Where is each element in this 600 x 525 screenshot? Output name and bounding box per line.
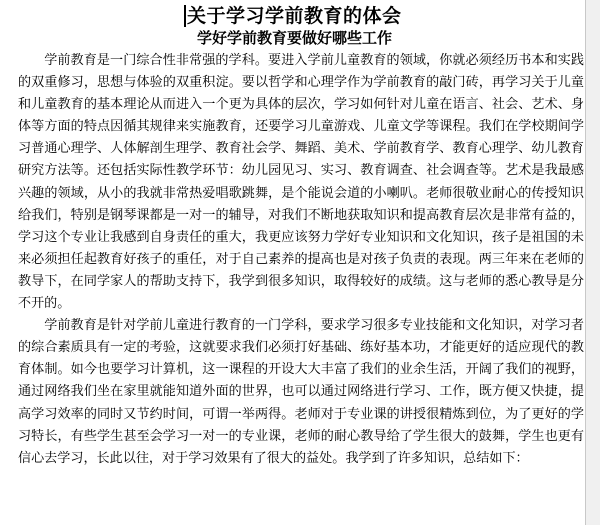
- document-body[interactable]: [18, 50, 584, 470]
- text-cursor: [184, 5, 186, 27]
- paragraph-1[interactable]: 学前教育是一门综合性非常强的学科。要进入学前儿童教育的领域，你就必须经历书本和实践的双重修习，思想与体验的双重积淀。要以哲学和心理学作为学前教育的敲门砖，再学习关于儿童和儿童教育的基本理论从而进入一个更为具体的层次，学习如何针对儿童在语言、社会、艺术、身体等方面的特点因循其规律来实施教育，还要学习儿童游戏、儿童文学等课程。我们在学校期间学习普通心理学、人体解剖生理学、教育社会学、舞蹈、美术、学前教育学、教育心理学、幼儿教育研究方法等。还包括实际性教学环节：幼儿园见习、实习、教育调查、社会调查等。艺术是我最感兴趣的领域，从小的我就非常热爱唱歌跳舞，是个能说会道的小喇叭。老师很敬业耐心的传授知识给我们，特别是钢琴课都是一对一的辅导，对我们不断地获取知识和提高教育层次是非常有益的，学习这个专业让我感到自身责任的重大，我更应该努力学好专业知识和文化知识，孩子是祖国的未来必须担任起教育好孩子的重任，对于自己素养的提高也是对孩子负责的表现。两三年来在老师的教导下，在同学家人的帮助支持下，我学到很多知识，取得较好的成绩。这与老师的悉心教导是分不开的。: [18, 53, 584, 312]
- paragraph-2[interactable]: 学前教育是针对学前儿童进行教育的一门学科，要求学习很多专业技能和文化知识，对学习者的综合素质具有一定的考验，这就要求我们必须打好基础、练好基本功，才能更好的适应现代的教育体制。如今也要学习计算机，这一课程的开设大大丰富了我们的业余生活，开阔了我们的视野，通过网络我们坐在家里就能知道外面的世界，也可以通过网络进行学习、工作，既方便又快捷，提高学习效率的同时又节约时间，可谓一举两得。老师对于专业课的讲授很精炼到位，为了更好的学习特长，有些学生甚至会学习一对一的专业课，老师的耐心教导给了学生很大的鼓舞，学生也更有信心去学习，长此以往，对于学习效果有了很大的益处。我学到了许多知识，总结如下：: [18, 318, 584, 466]
- title-row: [184, 4, 402, 28]
- right-margin-gutter: [585, 0, 600, 525]
- document-title[interactable]: 关于学习学前教育的体会: [187, 5, 402, 27]
- document-subtitle[interactable]: 学好学前教育要做好哪些工作: [197, 29, 393, 47]
